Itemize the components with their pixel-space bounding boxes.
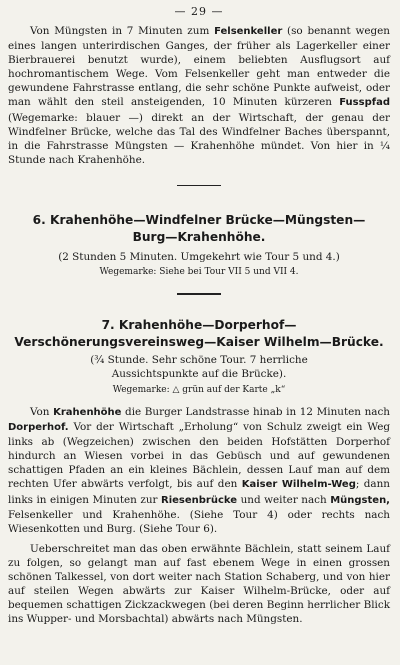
intro-text-2: (so benannt wegen eines langen unterirdischen Ganges, der früher als Lagerkeller einer Bierbrauerei benutzt wurde), einem beliebten Ausflugsort auf hochromantischem Wege. Vom Felsenkeller geht man entweder die gewundene Fahrstrasse entlang, die sehr schöne Punkte aufweist, oder man wählt den steil ansteigenden, 10 Minuten kürzeren: [8, 25, 390, 109]
p1-text-4: ; dann links in einigen Minuten zur: [8, 478, 390, 506]
page-number: — 29 —: [174, 5, 224, 18]
tour-6-waymark: Wegemarke: Siehe bei Tour VII 5 und VII 4.: [99, 267, 299, 278]
p1-text-6: Felsenkeller und Krahenhöhe. (Siehe Tour 4) oder rechts nach Wiesenkotten und Burg. (Siehe Tour 6).: [8, 508, 390, 535]
section-divider-2: [177, 293, 221, 295]
tour-7-route-paragraph: [8, 405, 390, 536]
tour-7-alternative-paragraph: Ueberschreitet man das oben erwähnte Bächlein, statt seinem Lauf zu folgen, so gelangt man auf fast ebenem Wege in einen grossen schönen Talkessel, von dort weiter nach Station Schaberg, und von hier auf steilen Wegen abwärts zur Kaiser Wilhelm-Brücke, oder auf bequemen schattigen Zickzackwegen (bei deren Beginn herrlicher Blick ins Wupper- und Morsbachtal) abwärts nach Müngsten.: [8, 542, 390, 626]
tour-7-duration: (¾ Stunde. Sehr schöne Tour. 7 herrliche Aussichtspunkte auf die Brücke).: [90, 353, 308, 380]
p1-text-5: und weiter nach: [237, 493, 331, 506]
felsenkeller-term: Felsenkeller: [214, 26, 283, 37]
fusspfad-term: Fusspfad: [339, 97, 390, 109]
tour-7-waymark: Wegemarke: △ grün auf der Karte „k“: [112, 384, 286, 395]
krahenhoehe-term: Krahenhöhe: [53, 406, 122, 418]
section-divider-1: [177, 185, 221, 187]
kaiser-wilhelm-weg-term: Kaiser Wilhelm-Weg: [241, 479, 356, 491]
tour-6-title: 6. Krahenhöhe—Windfelner Brücke—Müngsten—Burg—Krahenhöhe.: [32, 213, 366, 245]
tour-7-title: 7. Krahenhöhe—Dorperhof—Verschönerungsvereinsweg—Kaiser Wilhelm—Brücke.: [14, 317, 384, 349]
p1-text-2: die Burger Landstrasse hinab in 12 Minuten nach: [121, 405, 390, 418]
dorperhof-term: Dorperhof.: [8, 422, 69, 434]
muengsten-term: Müngsten,: [330, 494, 390, 506]
intro-text-1: Von Müngsten in 7 Minuten zum: [30, 25, 215, 37]
intro-text-3: (Wegemarke: blauer —) direkt an der Wirtschaft, der genau der Windfelner Brücke, welche das Tal des Windfelner Baches überspannt, in die Fahrstrasse Müngsten — Krahenhöhe mündet. Von hier in ¼ Stunde nach Krahenhöhe.: [8, 111, 390, 166]
p1-text-3: Vor der Wirtschaft „Erholung“ von Schulz zweigt ein Weg links ab (Wegzeichen) zwischen den beiden Hofstätten Dorperhof hindurch an Wiesen vorbei in das Gebüsch und auf gewundenen schattigen Pfaden an ein kleines Bächlein, dessen Lauf man auf dem rechten Ufer abwärts verfolgt, bis auf den: [8, 421, 390, 491]
tour-6-duration: (2 Stunden 5 Minuten. Umgekehrt wie Tour 5 und 4.): [58, 251, 340, 264]
p1-text-1: Von: [30, 405, 54, 418]
intro-paragraph: [8, 24, 390, 167]
riesenbruecke-term: Riesenbrücke: [161, 494, 238, 506]
